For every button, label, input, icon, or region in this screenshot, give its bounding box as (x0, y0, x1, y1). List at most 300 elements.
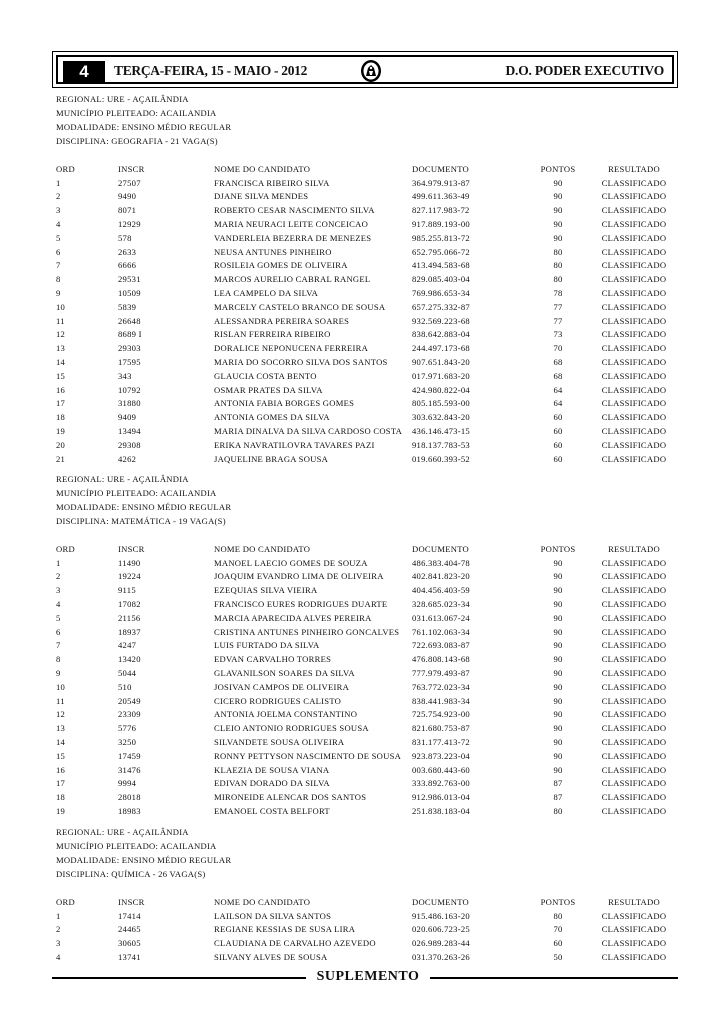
col-header-resultado: RESULTADO (608, 543, 660, 554)
cell-documento: 486.383.404-78 (412, 557, 470, 568)
cell-inscr: 4262 (118, 453, 137, 464)
cell-inscr: 31880 (118, 398, 141, 409)
cell-resultado: CLASSIFICADO (601, 571, 667, 582)
cell-pontos: 87 (553, 778, 563, 789)
cell-inscr: 18937 (118, 626, 141, 637)
cell-nome: CRISTINA ANTUNES PINHEIRO GONCALVES (214, 626, 400, 637)
table-row (56, 355, 676, 369)
cell-nome: NEUSA ANTUNES PINHEIRO (214, 246, 332, 257)
table-row (56, 272, 676, 286)
cell-ord: 3 (56, 938, 61, 949)
cell-resultado: CLASSIFICADO (601, 177, 667, 188)
cell-resultado: CLASSIFICADO (601, 191, 667, 202)
cell-inscr: 3250 (118, 737, 137, 748)
cell-inscr: 24465 (118, 924, 141, 935)
cell-documento: 031.370.263-26 (412, 952, 470, 963)
table-row (56, 936, 676, 950)
cell-inscr: 13741 (118, 952, 141, 963)
cell-ord: 15 (56, 370, 66, 381)
cell-ord: 16 (56, 384, 66, 395)
cell-ord: 11 (56, 695, 65, 706)
cell-pontos: 90 (553, 764, 563, 775)
cell-nome: ALESSANDRA PEREIRA SOARES (214, 315, 350, 326)
cell-resultado: CLASSIFICADO (601, 681, 667, 692)
cell-pontos: 64 (553, 384, 563, 395)
cell-inscr: 9409 (118, 412, 137, 423)
cell-ord: 12 (56, 329, 66, 340)
cell-resultado: CLASSIFICADO (601, 246, 667, 257)
col-header-documento: DOCUMENTO (412, 543, 469, 554)
cell-nome: ANTONIA FABIA BORGES GOMES (214, 398, 355, 409)
cell-pontos: 90 (553, 571, 563, 582)
cell-inscr: 17595 (118, 357, 141, 368)
cell-inscr: 4247 (118, 640, 137, 651)
cell-nome: GLAUCIA COSTA BENTO (214, 370, 317, 381)
cell-ord: 10 (56, 301, 66, 312)
cell-pontos: 90 (553, 585, 563, 596)
cell-ord: 15 (56, 750, 66, 761)
cell-resultado: CLASSIFICADO (601, 329, 667, 340)
col-header-ord: ORD (56, 896, 75, 907)
regional-label: REGIONAL: URE - AÇAILÂNDIA (56, 474, 189, 484)
modalidade-label: MODALIDADE: ENSINO MÉDIO REGULAR (56, 502, 232, 512)
cell-documento: 402.841.823-20 (412, 571, 470, 582)
cell-inscr: 578 (118, 232, 132, 243)
table-row (56, 383, 676, 397)
cell-pontos: 70 (553, 343, 563, 354)
page-header (52, 51, 678, 88)
cell-inscr: 17459 (118, 750, 141, 761)
cell-documento: 364.979.913-87 (412, 177, 470, 188)
cell-inscr: 18983 (118, 806, 141, 817)
cell-ord: 16 (56, 764, 66, 775)
cell-ord: 9 (56, 668, 61, 679)
cell-resultado: CLASSIFICADO (601, 384, 667, 395)
cell-pontos: 73 (553, 329, 563, 340)
cell-resultado: CLASSIFICADO (601, 952, 667, 963)
disciplina-label: DISCIPLINA: GEOGRAFIA - 21 VAGA(S) (56, 136, 218, 146)
results-section-matematica (56, 472, 676, 818)
cell-inscr: 5044 (118, 668, 137, 679)
cell-nome: ERIKA NAVRATILOVRA TAVARES PAZI (214, 439, 375, 450)
cell-nome: RISLAN FERREIRA RIBEIRO (214, 329, 331, 340)
cell-nome: ROBERTO CESAR NASCIMENTO SILVA (214, 205, 375, 216)
cell-inscr: 19224 (118, 571, 141, 582)
cell-resultado: CLASSIFICADO (601, 750, 667, 761)
cell-resultado: CLASSIFICADO (601, 723, 667, 734)
cell-inscr: 5839 (118, 301, 137, 312)
cell-pontos: 50 (553, 952, 563, 963)
cell-pontos: 60 (553, 412, 563, 423)
cell-nome: MANOEL LAECIO GOMES DE SOUZA (214, 557, 368, 568)
cell-nome: MARCIA APARECIDA ALVES PEREIRA (214, 612, 372, 623)
cell-nome: OSMAR PRATES DA SILVA (214, 384, 323, 395)
cell-pontos: 68 (553, 370, 563, 381)
cell-resultado: CLASSIFICADO (601, 301, 667, 312)
cell-resultado: CLASSIFICADO (601, 357, 667, 368)
table-row (56, 300, 676, 314)
table-row (56, 625, 676, 639)
cell-documento: 722.693.083-87 (412, 640, 470, 651)
table-row (56, 570, 676, 584)
table-row (56, 314, 676, 328)
cell-resultado: CLASSIFICADO (601, 626, 667, 637)
municipio-label: MUNICÍPIO PLEITEADO: ACAILANDIA (56, 488, 217, 498)
cell-nome: MARIA DO SOCORRO SILVA DOS SANTOS (214, 357, 388, 368)
cell-ord: 14 (56, 357, 66, 368)
cell-resultado: CLASSIFICADO (601, 612, 667, 623)
table-row (56, 749, 676, 763)
table-row (56, 410, 676, 424)
cell-ord: 12 (56, 709, 66, 720)
issue-date: TERÇA-FEIRA, 15 - MAIO - 2012 (114, 63, 308, 78)
table-row (56, 369, 676, 383)
cell-nome: MARCELY CASTELO BRANCO DE SOUSA (214, 301, 386, 312)
cell-inscr: 343 (118, 370, 132, 381)
cell-resultado: CLASSIFICADO (601, 924, 667, 935)
disciplina-label: DISCIPLINA: MATEMÁTICA - 19 VAGA(S) (56, 516, 226, 526)
cell-documento: 912.986.013-04 (412, 792, 470, 803)
cell-pontos: 90 (553, 177, 563, 188)
cell-pontos: 60 (553, 426, 563, 437)
cell-ord: 13 (56, 343, 66, 354)
cell-nome: CLEIO ANTONIO RODRIGUES SOUSA (214, 723, 369, 734)
cell-inscr: 11490 (118, 557, 141, 568)
cell-ord: 3 (56, 205, 61, 216)
cell-inscr: 8689 I (118, 329, 142, 340)
cell-documento: 303.632.843-20 (412, 412, 470, 423)
table-row (56, 777, 676, 791)
cell-documento: 424.980.822-04 (412, 384, 470, 395)
cell-resultado: CLASSIFICADO (601, 412, 667, 423)
table-row (56, 397, 676, 411)
cell-ord: 1 (56, 177, 61, 188)
cell-pontos: 90 (553, 599, 563, 610)
table-row (56, 438, 676, 452)
cell-resultado: CLASSIFICADO (601, 709, 667, 720)
cell-nome: DJANE SILVA MENDES (214, 191, 309, 202)
cell-documento: 827.117.983-72 (412, 205, 470, 216)
cell-nome: VANDERLEIA BEZERRA DE MENEZES (214, 232, 372, 243)
col-header-nome: NOME DO CANDIDATO (214, 163, 311, 174)
cell-nome: CICERO RODRIGUES CALISTO (214, 695, 342, 706)
col-header-inscr: INSCR (118, 896, 145, 907)
cell-resultado: CLASSIFICADO (601, 599, 667, 610)
footer-label: SUPLEMENTO (316, 969, 420, 984)
cell-nome: LUIS FURTADO DA SILVA (214, 640, 320, 651)
table-row (56, 231, 676, 245)
cell-inscr: 31476 (118, 764, 141, 775)
cell-pontos: 90 (553, 709, 563, 720)
cell-resultado: CLASSIFICADO (601, 426, 667, 437)
cell-inscr: 17414 (118, 910, 141, 921)
cell-inscr: 13420 (118, 654, 141, 665)
results-section-quimica (56, 825, 676, 964)
cell-resultado: CLASSIFICADO (601, 778, 667, 789)
cell-nome: JAQUELINE BRAGA SOUSA (214, 453, 329, 464)
cell-nome: ANTONIA GOMES DA SILVA (214, 412, 330, 423)
cell-ord: 14 (56, 737, 66, 748)
cell-inscr: 10509 (118, 288, 141, 299)
table-row (56, 909, 676, 923)
cell-ord: 2 (56, 191, 61, 202)
cell-resultado: CLASSIFICADO (601, 938, 667, 949)
cell-pontos: 68 (553, 357, 563, 368)
results-table (56, 895, 676, 964)
table-row (56, 611, 676, 625)
table-row (56, 708, 676, 722)
cell-documento: 838.642.883-04 (412, 329, 470, 340)
cell-documento: 831.177.413-72 (412, 737, 470, 748)
cell-ord: 8 (56, 654, 61, 665)
col-header-pontos: PONTOS (540, 896, 576, 907)
table-row (56, 735, 676, 749)
cell-resultado: CLASSIFICADO (601, 232, 667, 243)
cell-documento: 761.102.063-34 (412, 626, 470, 637)
cell-documento: 031.613.067-24 (412, 612, 470, 623)
cell-pontos: 90 (553, 232, 563, 243)
cell-ord: 7 (56, 260, 61, 271)
cell-nome: MARIA DINALVA DA SILVA CARDOSO COSTA (214, 426, 403, 437)
municipio-label: MUNICÍPIO PLEITEADO: ACAILANDIA (56, 841, 217, 851)
col-header-documento: DOCUMENTO (412, 163, 469, 174)
municipio-label: MUNICÍPIO PLEITEADO: ACAILANDIA (56, 108, 217, 118)
cell-ord: 5 (56, 232, 61, 243)
cell-pontos: 90 (553, 723, 563, 734)
cell-pontos: 77 (553, 315, 563, 326)
cell-resultado: CLASSIFICADO (601, 557, 667, 568)
table-row (56, 763, 676, 777)
cell-documento: 829.085.403-04 (412, 274, 470, 285)
cell-inscr: 510 (118, 681, 132, 692)
cell-nome: DORALICE NEPONUCENA FERREIRA (214, 343, 369, 354)
cell-inscr: 29303 (118, 343, 141, 354)
cell-pontos: 90 (553, 681, 563, 692)
table-row (56, 583, 676, 597)
cell-documento: 917.889.193-00 (412, 219, 470, 230)
cell-nome: SILVANY ALVES DE SOUSA (214, 952, 328, 963)
table-row (56, 666, 676, 680)
cell-resultado: CLASSIFICADO (601, 585, 667, 596)
cell-documento: 476.808.143-68 (412, 654, 470, 665)
cell-ord: 1 (56, 910, 61, 921)
table-row (56, 259, 676, 273)
table-row (56, 950, 676, 964)
table-row (56, 328, 676, 342)
table-body (56, 556, 676, 818)
table-row (56, 597, 676, 611)
cell-resultado: CLASSIFICADO (601, 205, 667, 216)
cell-inscr: 6666 (118, 260, 137, 271)
cell-ord: 7 (56, 640, 61, 651)
cell-ord: 8 (56, 274, 61, 285)
cell-nome: GLAVANILSON SOARES DA SILVA (214, 668, 355, 679)
cell-resultado: CLASSIFICADO (601, 792, 667, 803)
cell-pontos: 87 (553, 792, 563, 803)
cell-ord: 10 (56, 681, 66, 692)
cell-ord: 6 (56, 626, 61, 637)
cell-inscr: 8071 (118, 205, 137, 216)
cell-nome: REGIANE KESSIAS DE SUSA LIRA (214, 924, 356, 935)
page-number: 4 (63, 61, 105, 83)
cell-pontos: 60 (553, 453, 563, 464)
cell-documento: 026.989.283-44 (412, 938, 470, 949)
cell-inscr: 29308 (118, 439, 141, 450)
cell-resultado: CLASSIFICADO (601, 260, 667, 271)
cell-nome: FRANCISCO EURES RODRIGUES DUARTE (214, 599, 388, 610)
cell-pontos: 70 (553, 924, 563, 935)
cell-nome: JOSIVAN CAMPOS DE OLIVEIRA (214, 681, 350, 692)
table-row (56, 424, 676, 438)
cell-pontos: 60 (553, 938, 563, 949)
cell-documento: 932.569.223-68 (412, 315, 470, 326)
cell-ord: 3 (56, 585, 61, 596)
col-header-nome: NOME DO CANDIDATO (214, 543, 311, 554)
cell-inscr: 30605 (118, 938, 141, 949)
cell-documento: 499.611.363-49 (412, 191, 470, 202)
table-row (56, 556, 676, 570)
cell-nome: CLAUDIANA DE CARVALHO AZEVEDO (214, 938, 376, 949)
regional-label: REGIONAL: URE - AÇAILÂNDIA (56, 827, 189, 837)
cell-pontos: 90 (553, 612, 563, 623)
cell-inscr: 26648 (118, 315, 141, 326)
cell-documento: 404.456.403-59 (412, 585, 470, 596)
cell-resultado: CLASSIFICADO (601, 764, 667, 775)
publication-title: D.O. PODER EXECUTIVO (505, 63, 664, 78)
cell-pontos: 90 (553, 668, 563, 679)
cell-resultado: CLASSIFICADO (601, 288, 667, 299)
cell-documento: 413.494.583-68 (412, 260, 470, 271)
cell-inscr: 13494 (118, 426, 141, 437)
cell-pontos: 80 (553, 806, 563, 817)
cell-inscr: 21156 (118, 612, 141, 623)
cell-documento: 821.680.753-87 (412, 723, 470, 734)
table-row (56, 203, 676, 217)
table-header-row (56, 542, 676, 556)
cell-nome: EMANOEL COSTA BELFORT (214, 806, 330, 817)
cell-pontos: 64 (553, 398, 563, 409)
cell-nome: RONNY PETTYSON NASCIMENTO DE SOUSA (214, 750, 402, 761)
cell-documento: 918.137.783-53 (412, 439, 470, 450)
header-frame (56, 55, 674, 84)
cell-resultado: CLASSIFICADO (601, 219, 667, 230)
results-table (56, 162, 676, 466)
cell-documento: 838.441.983-34 (412, 695, 470, 706)
cell-ord: 18 (56, 412, 66, 423)
cell-ord: 19 (56, 806, 66, 817)
cell-pontos: 90 (553, 640, 563, 651)
cell-pontos: 78 (553, 288, 563, 299)
table-header-row (56, 895, 676, 909)
footer-rule-right (430, 977, 678, 979)
cell-nome: ROSILEIA GOMES DE OLIVEIRA (214, 260, 348, 271)
cell-inscr: 27507 (118, 177, 141, 188)
cell-resultado: CLASSIFICADO (601, 640, 667, 651)
cell-documento: 769.986.653-34 (412, 288, 470, 299)
cell-inscr: 28018 (118, 792, 141, 803)
cell-inscr: 9115 (118, 585, 136, 596)
cell-nome: MIRONEIDE ALENCAR DOS SANTOS (214, 792, 367, 803)
cell-documento: 244.497.173-68 (412, 343, 470, 354)
cell-ord: 5 (56, 612, 61, 623)
table-row (56, 804, 676, 818)
cell-inscr: 9994 (118, 778, 137, 789)
modalidade-label: MODALIDADE: ENSINO MÉDIO REGULAR (56, 855, 232, 865)
cell-nome: SILVANDETE SOUSA OLIVEIRA (214, 737, 345, 748)
cell-resultado: CLASSIFICADO (601, 370, 667, 381)
cell-pontos: 80 (553, 246, 563, 257)
table-row (56, 680, 676, 694)
cell-nome: EDVAN CARVALHO TORRES (214, 654, 332, 665)
table-row (56, 721, 676, 735)
cell-ord: 11 (56, 315, 65, 326)
cell-inscr: 23309 (118, 709, 141, 720)
cell-documento: 657.275.332-87 (412, 301, 470, 312)
cell-inscr: 5776 (118, 723, 137, 734)
col-header-inscr: INSCR (118, 163, 145, 174)
cell-resultado: CLASSIFICADO (601, 398, 667, 409)
cell-resultado: CLASSIFICADO (601, 910, 667, 921)
cell-documento: 003.680.443-60 (412, 764, 470, 775)
cell-ord: 19 (56, 426, 66, 437)
cell-pontos: 90 (553, 557, 563, 568)
results-section-geografia (56, 92, 676, 466)
table-row (56, 176, 676, 190)
cell-resultado: CLASSIFICADO (601, 806, 667, 817)
footer-rule-left (52, 977, 306, 979)
cell-ord: 13 (56, 723, 66, 734)
cell-pontos: 90 (553, 695, 563, 706)
col-header-documento: DOCUMENTO (412, 896, 469, 907)
cell-inscr: 29531 (118, 274, 141, 285)
col-header-resultado: RESULTADO (608, 163, 660, 174)
cell-resultado: CLASSIFICADO (601, 315, 667, 326)
cell-documento: 019.660.393-52 (412, 453, 470, 464)
cell-resultado: CLASSIFICADO (601, 453, 667, 464)
cell-inscr: 20549 (118, 695, 141, 706)
table-row (56, 639, 676, 653)
cell-ord: 1 (56, 557, 61, 568)
cell-nome: MARIA NEURACI LEITE CONCEICAO (214, 219, 369, 230)
col-header-resultado: RESULTADO (608, 896, 660, 907)
col-header-nome: NOME DO CANDIDATO (214, 896, 311, 907)
cell-nome: MARCOS AURELIO CABRAL RANGEL (214, 274, 371, 285)
cell-nome: KLAEZIA DE SOUSA VIANA (214, 764, 330, 775)
coat-of-arms-icon (360, 59, 382, 83)
cell-resultado: CLASSIFICADO (601, 439, 667, 450)
cell-documento: 017.971.683-20 (412, 370, 470, 381)
cell-pontos: 80 (553, 260, 563, 271)
cell-resultado: CLASSIFICADO (601, 668, 667, 679)
table-row (56, 923, 676, 937)
col-header-ord: ORD (56, 163, 75, 174)
cell-nome: JOAQUIM EVANDRO LIMA DE OLIVEIRA (214, 571, 384, 582)
cell-pontos: 80 (553, 274, 563, 285)
cell-documento: 805.185.593-00 (412, 398, 470, 409)
cell-inscr: 12929 (118, 219, 141, 230)
cell-ord: 17 (56, 778, 66, 789)
col-header-ord: ORD (56, 543, 75, 554)
table-row (56, 245, 676, 259)
table-row (56, 790, 676, 804)
cell-pontos: 90 (553, 654, 563, 665)
table-row (56, 286, 676, 300)
table-body (56, 176, 676, 466)
table-row (56, 694, 676, 708)
cell-ord: 4 (56, 952, 61, 963)
results-table (56, 542, 676, 818)
table-header-row (56, 162, 676, 176)
